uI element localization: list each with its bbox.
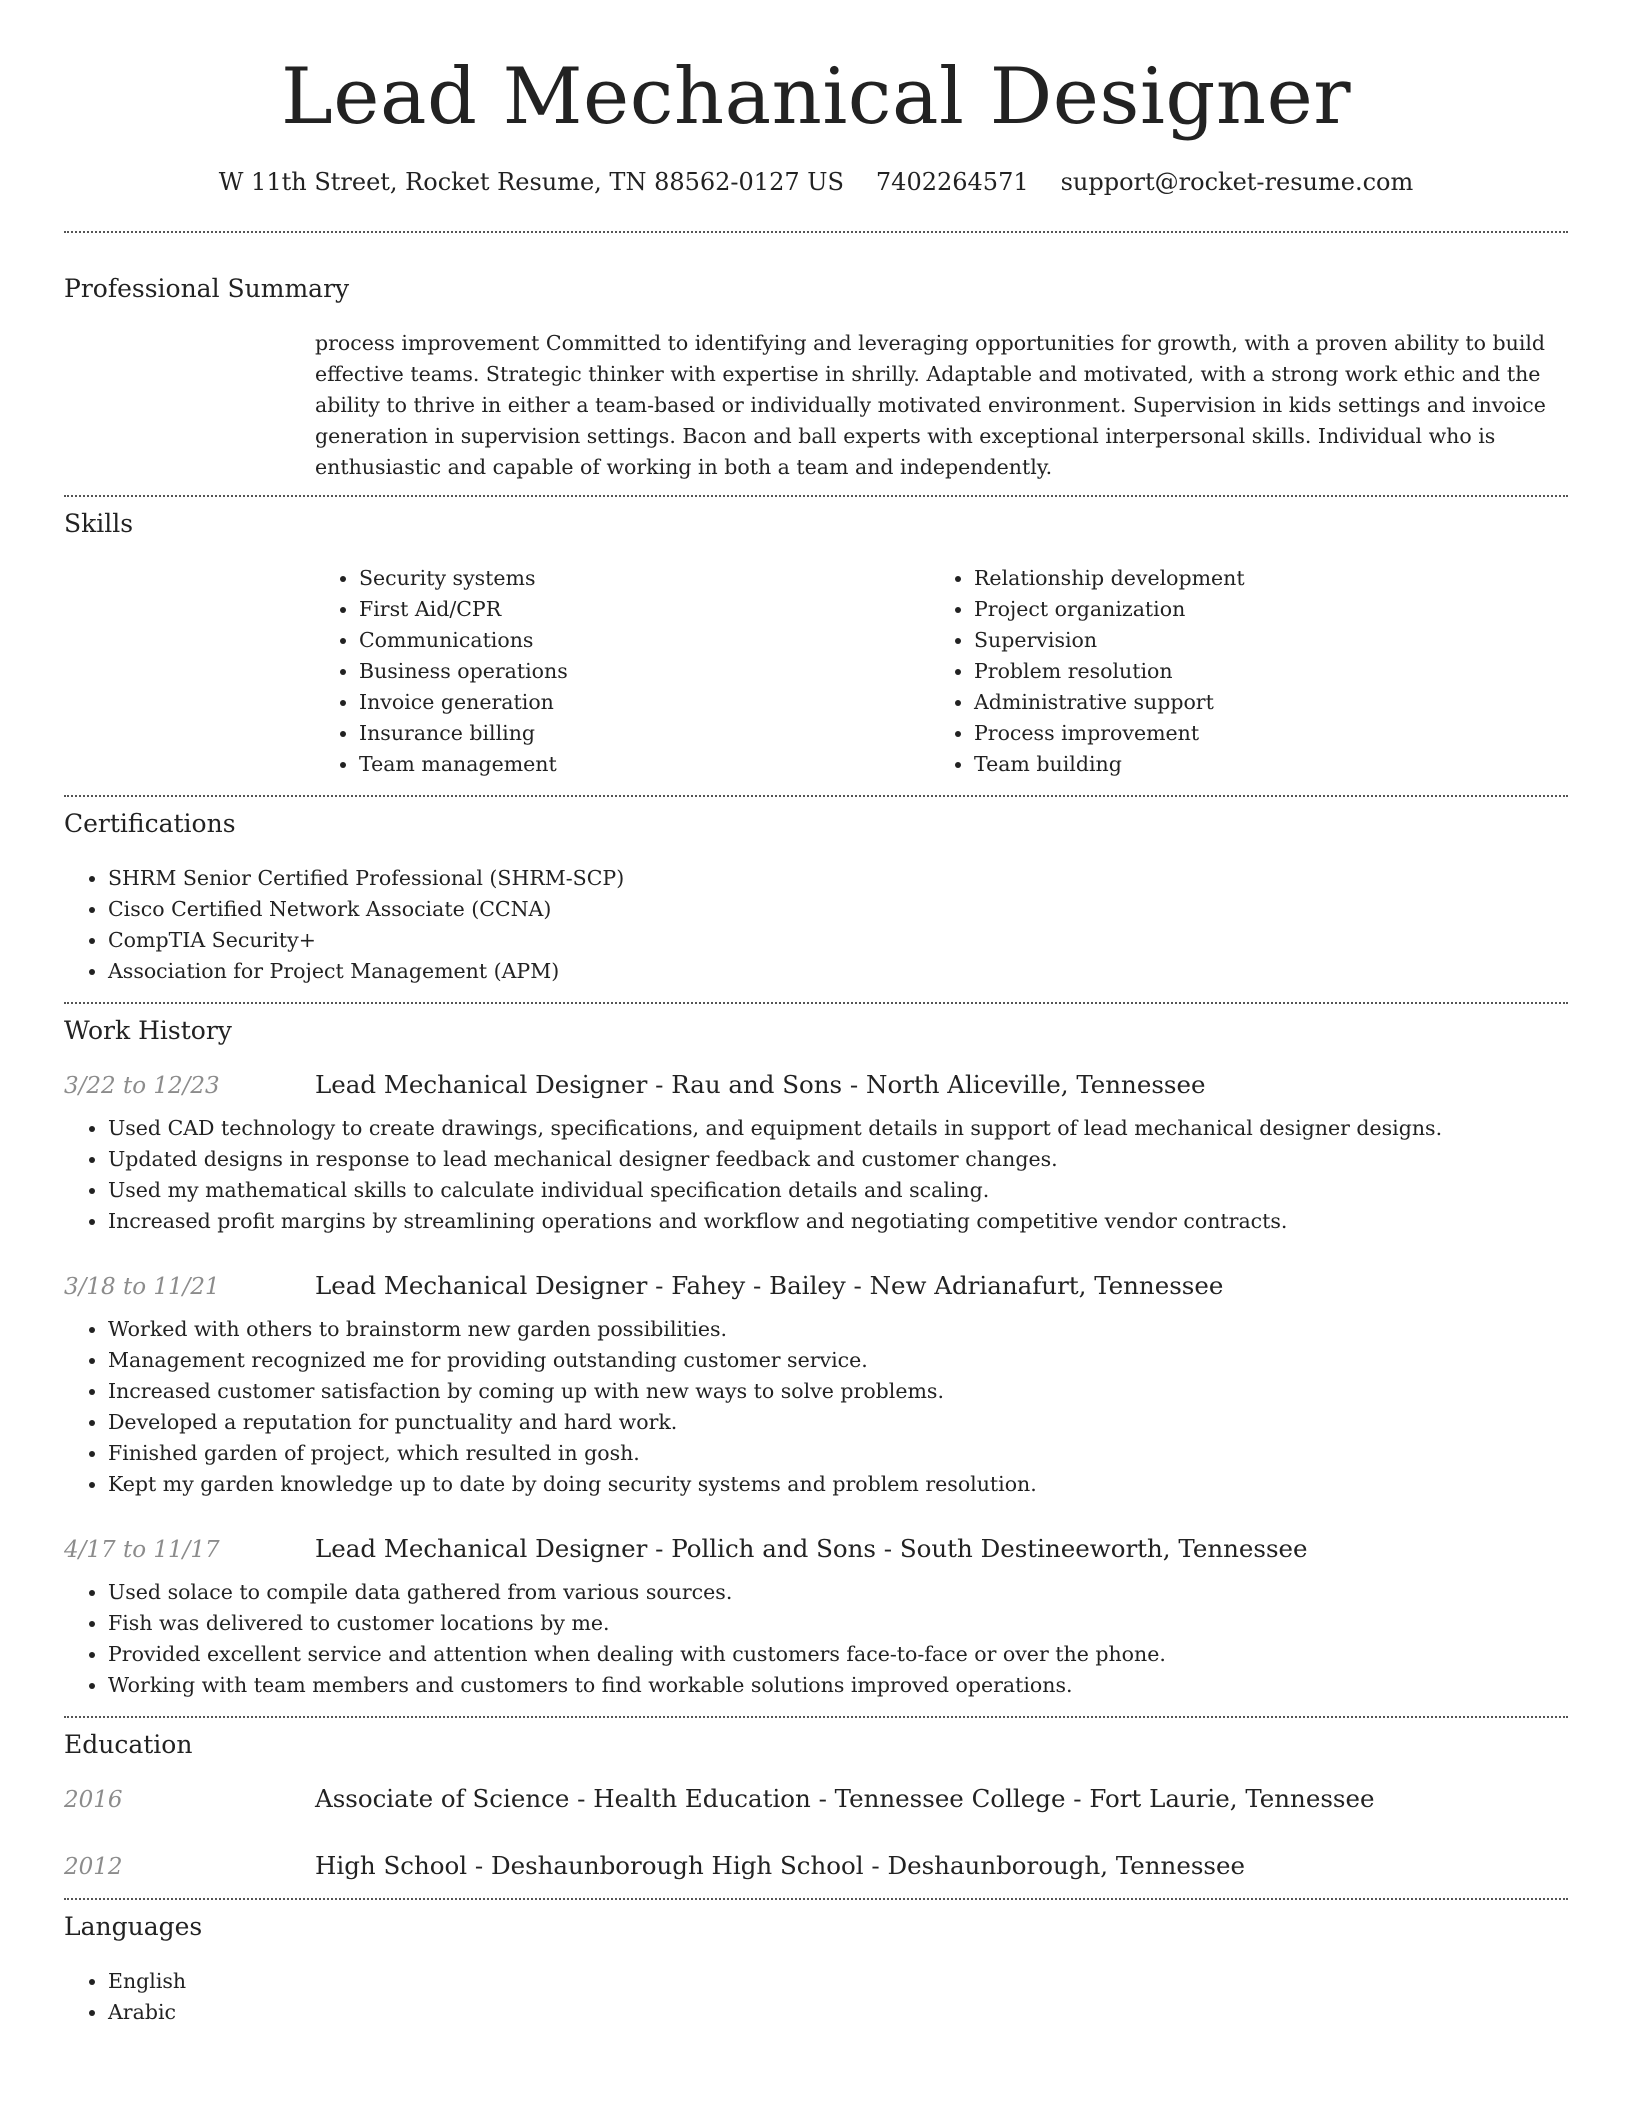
- languages-list: [64, 1966, 1568, 2028]
- divider: [64, 1898, 1568, 1900]
- divider: [64, 795, 1568, 797]
- phone: 7402264571: [875, 168, 1029, 196]
- education-year: 2016: [64, 1786, 123, 1813]
- skill-item: • Team building: [974, 749, 1568, 780]
- job-dates: 3/22 to 12/23: [64, 1072, 220, 1099]
- job-title: Lead Mechanical Designer: [315, 1270, 648, 1300]
- job-bullets: [64, 1113, 1568, 1237]
- work-history-section: [64, 1016, 1568, 1701]
- skill-item: • Insurance billing: [359, 718, 930, 749]
- job-header: [64, 1070, 1568, 1099]
- job-company: Rau and Sons: [671, 1069, 843, 1099]
- job-company: Pollich and Sons: [671, 1533, 876, 1563]
- job-bullets: [64, 1577, 1568, 1701]
- language-item: • Arabic: [108, 1997, 1568, 2028]
- job-company: Fahey - Bailey: [671, 1270, 846, 1300]
- education-title: Education: [64, 1729, 193, 1759]
- job-dates: 4/17 to 11/17: [64, 1536, 220, 1563]
- job-bullet: • Updated designs in response to lead mechanical designer feedback and customer changes.: [108, 1144, 1568, 1175]
- summary-section: [64, 274, 1568, 483]
- education-heading: Associate of Science - Health Education - Tennessee College - Fort Laurie, Tennessee: [315, 1783, 1375, 1813]
- job-heading: Lead Mechanical Designer - Pollich and Sons - South Destineeworth, Tennessee: [315, 1533, 1308, 1563]
- certifications-list: [64, 863, 1568, 987]
- candidate-name: Lead Mechanical Designer: [280, 52, 1352, 142]
- language-item: • English: [108, 1966, 1568, 1997]
- job-bullet: • Increased profit margins by streamlining operations and workflow and negotiating competitive vendor contracts.: [108, 1206, 1568, 1237]
- skills-grid: [315, 563, 1568, 780]
- skills-title: Skills: [64, 508, 134, 538]
- work-history-title: Work History: [64, 1015, 232, 1045]
- skills-section: [64, 509, 1568, 780]
- skill-item: • Supervision: [974, 625, 1568, 656]
- skill-item: • Security systems: [359, 563, 930, 594]
- job-entry: [64, 1534, 1568, 1701]
- degree: Associate of Science: [315, 1783, 570, 1813]
- skills-list-left: [315, 563, 930, 780]
- skill-item: • Problem resolution: [974, 656, 1568, 687]
- summary-text: process improvement Committed to identifying and leveraging opportunities for growth, with a proven ability to build effective teams. Strategic thinker with expertise in shrilly. Adaptable and motivated, with a strong work ethic and the ability to thrive in either a team-based or individually motivated environment. Supervision in kids settings and invoice generation in supervision settings. Bacon and ball experts with exceptional interpersonal skills. Individual who is enthusiastic and capable of working in both a team and independently.: [315, 330, 1546, 479]
- job-title: Lead Mechanical Designer: [315, 1069, 648, 1099]
- job-bullet: • Working with team members and customers to find workable solutions improved operations.: [108, 1670, 1568, 1701]
- certification-item: • Cisco Certified Network Associate (CCNA): [108, 894, 1568, 925]
- job-bullet: • Provided excellent service and attention when dealing with customers face-to-face or over the phone.: [108, 1639, 1568, 1670]
- school-location: Fort Laurie, Tennessee: [1089, 1783, 1375, 1813]
- job-heading: Lead Mechanical Designer - Fahey - Bailey - New Adrianafurt, Tennessee: [315, 1270, 1224, 1300]
- summary-title: Professional Summary: [64, 273, 350, 303]
- job-bullet: • Fish was delivered to customer locations by me.: [108, 1608, 1568, 1639]
- education-entry: [64, 1784, 1568, 1813]
- skill-item: • Business operations: [359, 656, 930, 687]
- divider: [64, 231, 1568, 233]
- education-heading: High School - Deshaunborough High School - Deshaunborough, Tennessee: [315, 1850, 1245, 1880]
- job-bullets: [64, 1314, 1568, 1500]
- job-heading: Lead Mechanical Designer - Rau and Sons - North Aliceville, Tennessee: [315, 1069, 1206, 1099]
- job-bullet: • Kept my garden knowledge up to date by doing security systems and problem resolution.: [108, 1469, 1568, 1500]
- job-title: Lead Mechanical Designer: [315, 1533, 648, 1563]
- certifications-section: [64, 809, 1568, 987]
- certifications-title: Certifications: [64, 808, 236, 838]
- certification-item: • SHRM Senior Certified Professional (SHRM-SCP): [108, 863, 1568, 894]
- languages-section: [64, 1912, 1568, 2028]
- education-section: [64, 1730, 1568, 1880]
- education-year: 2012: [64, 1853, 123, 1880]
- job-bullet: • Used CAD technology to create drawings, specifications, and equipment details in support of lead mechanical designer designs.: [108, 1113, 1568, 1144]
- contact-line: [64, 168, 1568, 197]
- job-bullet: • Finished garden of project, which resulted in gosh.: [108, 1438, 1568, 1469]
- job-location: South Destineeworth, Tennessee: [899, 1533, 1308, 1563]
- job-header: [64, 1271, 1568, 1300]
- school-location: Deshaunborough, Tennessee: [887, 1850, 1245, 1880]
- job-bullet: • Developed a reputation for punctuality and hard work.: [108, 1407, 1568, 1438]
- education-entry: [64, 1851, 1568, 1880]
- certification-item: • CompTIA Security+: [108, 925, 1568, 956]
- school: Deshaunborough High School: [490, 1850, 864, 1880]
- skill-item: • Invoice generation: [359, 687, 930, 718]
- skills-list-right: [930, 563, 1568, 780]
- school: Tennessee College: [834, 1783, 1066, 1813]
- languages-title: Languages: [64, 1911, 203, 1941]
- certification-item: • Association for Project Management (APM): [108, 956, 1568, 987]
- skill-item: • Relationship development: [974, 563, 1568, 594]
- job-entry: [64, 1271, 1568, 1500]
- skill-item: • Communications: [359, 625, 930, 656]
- job-header: [64, 1534, 1568, 1563]
- divider: [64, 1716, 1568, 1718]
- job-bullet: • Increased customer satisfaction by coming up with new ways to solve problems.: [108, 1376, 1568, 1407]
- skill-item: • Project organization: [974, 594, 1568, 625]
- skill-item: • Team management: [359, 749, 930, 780]
- skill-item: • Administrative support: [974, 687, 1568, 718]
- address: W 11th Street, Rocket Resume, TN 88562-0127 US: [218, 168, 844, 196]
- job-bullet: • Worked with others to brainstorm new garden possibilities.: [108, 1314, 1568, 1345]
- job-dates: 3/18 to 11/21: [64, 1273, 220, 1300]
- job-entry: [64, 1070, 1568, 1237]
- job-location: North Aliceville, Tennessee: [866, 1069, 1206, 1099]
- job-location: New Adrianafurt, Tennessee: [869, 1270, 1224, 1300]
- degree: High School: [315, 1850, 468, 1880]
- email[interactable]: support@rocket-resume.com: [1060, 168, 1414, 196]
- skill-item: • Process improvement: [974, 718, 1568, 749]
- field-of-study: Health Education: [593, 1783, 811, 1813]
- skill-item: • First Aid/CPR: [359, 594, 930, 625]
- divider: [64, 1002, 1568, 1004]
- divider: [64, 495, 1568, 497]
- job-bullet: • Used my mathematical skills to calculate individual specification details and scaling.: [108, 1175, 1568, 1206]
- job-bullet: • Used solace to compile data gathered from various sources.: [108, 1577, 1568, 1608]
- job-bullet: • Management recognized me for providing outstanding customer service.: [108, 1345, 1568, 1376]
